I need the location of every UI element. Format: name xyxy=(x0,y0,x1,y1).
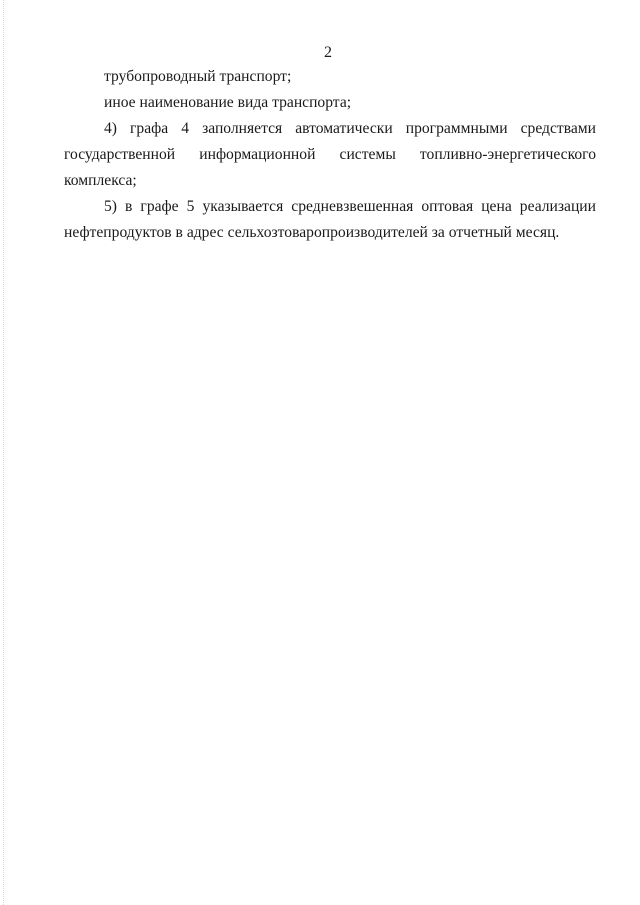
paragraph-other-transport: иное наименование вида транспорта; xyxy=(104,94,352,111)
page-number: 2 xyxy=(324,44,332,61)
paragraph-column-4: 4) графа 4 заполняется автоматически программными средствами государственной информационной системы топливно-энергетического комплекса; xyxy=(64,120,596,189)
paragraph-pipeline-transport: трубопроводный транспорт; xyxy=(104,68,292,85)
document-body xyxy=(64,64,596,246)
scan-edge xyxy=(3,0,4,905)
paragraph-column-5: 5) в графе 5 указывается средневзвешенная оптовая цена реализации нефтепродуктов в адрес сельхозтоваропроизводителей за отчетный месяц. xyxy=(64,198,596,241)
